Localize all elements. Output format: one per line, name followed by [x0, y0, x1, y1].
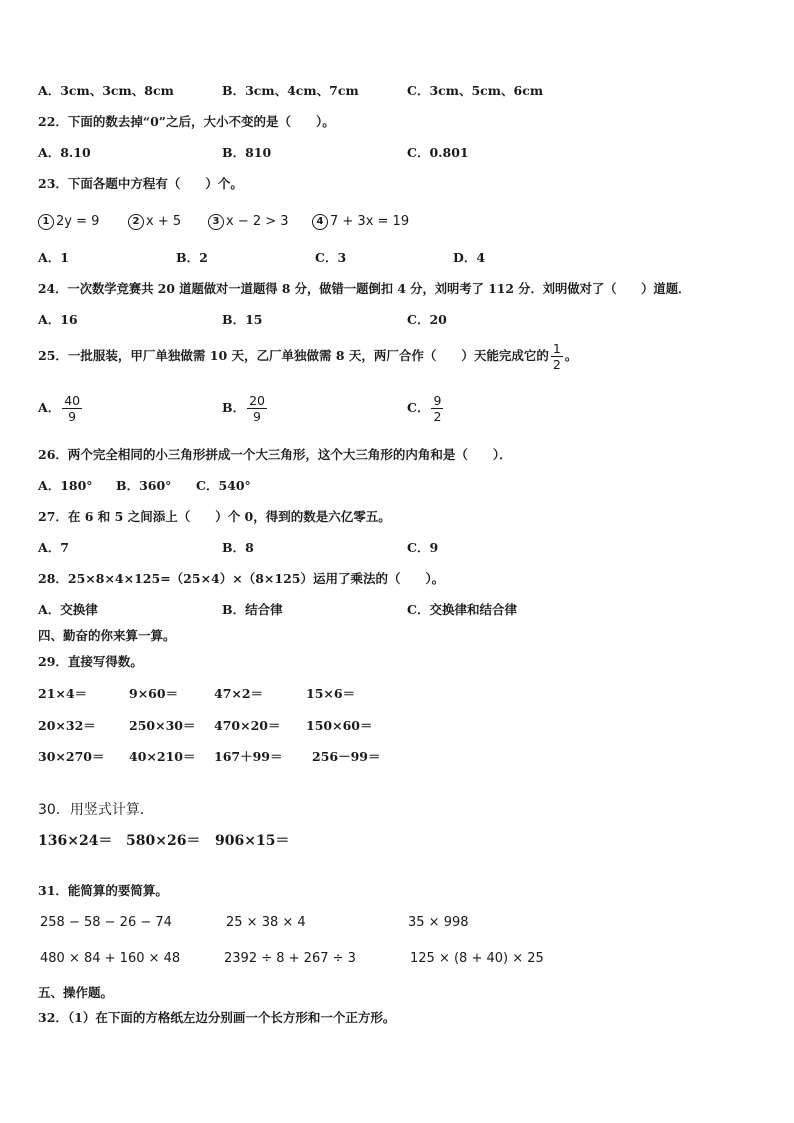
- q21-option-b: B．3cm、4cm、7cm: [222, 83, 359, 98]
- q25-stem-fraction: $\frac{1}{2}$: [552, 341, 561, 372]
- q31-expr: 125 × (8 + 40) × 25: [410, 951, 544, 966]
- circled-number-2: 2: [128, 214, 144, 230]
- q31-expr: 2392 ÷ 8 + 267 ÷ 3: [224, 951, 356, 966]
- q25-option-a: A． $\frac{40}{9}$: [38, 393, 81, 424]
- q28-stem: 28．25×8×4×125=（25×4）×（8×125）运用了乘法的（ ）。: [38, 571, 445, 586]
- q25-stem-row: 25．一批服装，甲厂单独做需 10 天，乙厂单独做需 8 天，两厂合作（ ）天能完成它的 $\frac{1}{2}$ 。: [38, 341, 578, 372]
- q23-item-1-expr: 2y = 9: [56, 214, 100, 229]
- q30-item: 580×26＝: [126, 833, 201, 849]
- q29-cell: 20×32＝: [38, 718, 96, 733]
- q29-cell: 9×60＝: [129, 686, 179, 701]
- q23-item-2-expr: x + 5: [146, 214, 182, 229]
- q29-cell: 15×6＝: [306, 686, 356, 701]
- q29-stem: 29．直接写得数。: [38, 654, 143, 669]
- q22-option-c: C．0.801: [407, 145, 469, 160]
- q21-option-c: C．3cm、5cm、6cm: [407, 83, 544, 98]
- q29-cell: 470×20＝: [214, 718, 281, 733]
- q23-item-3: [208, 211, 289, 232]
- section-4-title: 四、勤奋的你来算一算。: [38, 628, 176, 643]
- q23-item-1: [38, 211, 99, 232]
- q29-cell: 167＋99＝: [214, 749, 283, 764]
- q31-expr: 25 × 38 × 4: [226, 915, 306, 930]
- q23-option-c: C．3: [315, 250, 347, 265]
- q24-option-c: C．20: [407, 312, 447, 327]
- circled-number-1: 1: [38, 214, 54, 230]
- q25-option-c: C． $\frac{9}{2}$: [407, 393, 442, 424]
- q28-option-b: B．结合律: [222, 602, 283, 617]
- q25-option-c-fraction: $\frac{9}{2}$: [433, 393, 442, 424]
- q28-option-a: A．交换律: [38, 602, 98, 617]
- q26-option-c: C．540°: [196, 478, 251, 493]
- q31-expr: 258 − 58 − 26 − 74: [40, 915, 172, 930]
- q29-cell: 21×4＝: [38, 686, 88, 701]
- q28-option-c: C．交换律和结合律: [407, 602, 517, 617]
- q23-option-a: A．1: [38, 250, 69, 265]
- q23-item-3-expr: x − 2 > 3: [226, 214, 289, 229]
- q29-cell: 47×2＝: [214, 686, 264, 701]
- q27-stem: 27．在 6 和 5 之间添上（ ）个 0，得到的数是六亿零五。: [38, 509, 391, 524]
- section-5-title: 五、操作题。: [38, 985, 114, 1000]
- q27-option-b: B．8: [222, 540, 254, 555]
- q25-option-a-fraction: $\frac{40}{9}$: [64, 393, 81, 424]
- q29-cell: 30×270＝: [38, 749, 105, 764]
- q22-stem: 22．下面的数去掉“0”之后，大小不变的是（ ）。: [38, 114, 335, 129]
- q30-item: 136×24＝: [38, 833, 113, 849]
- q24-option-b: B．15: [222, 312, 263, 327]
- q23-option-b: B．2: [176, 250, 208, 265]
- q22-option-b: B．810: [222, 145, 272, 160]
- q26-option-b: B．360°: [116, 478, 172, 493]
- q23-option-d: D．4: [453, 250, 486, 265]
- q31-expr: 35 × 998: [408, 915, 469, 930]
- q29-cell: 150×60＝: [306, 718, 373, 733]
- q21-option-a: A．3cm、3cm、8cm: [38, 83, 174, 98]
- q32-stem: 32．（1）在下面的方格纸左边分别画一个长方形和一个正方形。: [38, 1010, 396, 1025]
- q23-item-2: [128, 211, 181, 232]
- q27-option-a: A．7: [38, 540, 69, 555]
- q23-item-4: [312, 211, 409, 232]
- q30-item: 906×15＝: [215, 833, 290, 849]
- q24-stem: 24．一次数学竞赛共 20 道题做对一道题得 8 分，做错一题倒扣 4 分，刘明考了 112 分．刘明做对了（ ）道题．: [38, 281, 691, 296]
- circled-number-4: 4: [312, 214, 328, 230]
- q31-stem: 31．能简算的要简算。: [38, 883, 168, 898]
- circled-number-3: 3: [208, 214, 224, 230]
- q25-option-b: B． $\frac{20}{9}$: [222, 393, 265, 424]
- q22-option-a: A．8.10: [38, 145, 91, 160]
- q25-stem: 25．一批服装，甲厂单独做需 10 天，乙厂单独做需 8 天，两厂合作（ ）天能完成它的: [38, 348, 549, 363]
- q23-stem: 23．下面各题中方程有（ ）个。: [38, 176, 243, 191]
- q23-item-4-expr: 7 + 3x = 19: [330, 214, 410, 229]
- q24-option-a: A．16: [38, 312, 78, 327]
- q29-cell: 250×30＝: [129, 718, 196, 733]
- q27-option-c: C．9: [407, 540, 439, 555]
- q26-option-a: A．180°: [38, 478, 93, 493]
- q30-stem: 30．用竖式计算．: [38, 802, 154, 818]
- q31-expr: 480 × 84 + 160 × 48: [40, 951, 181, 966]
- q26-stem: 26．两个完全相同的小三角形拼成一个大三角形，这个大三角形的内角和是（ ）．: [38, 447, 512, 462]
- q29-cell: 40×210＝: [129, 749, 196, 764]
- q29-cell: 256－99＝: [312, 749, 381, 764]
- q25-option-b-fraction: $\frac{20}{9}$: [249, 393, 265, 424]
